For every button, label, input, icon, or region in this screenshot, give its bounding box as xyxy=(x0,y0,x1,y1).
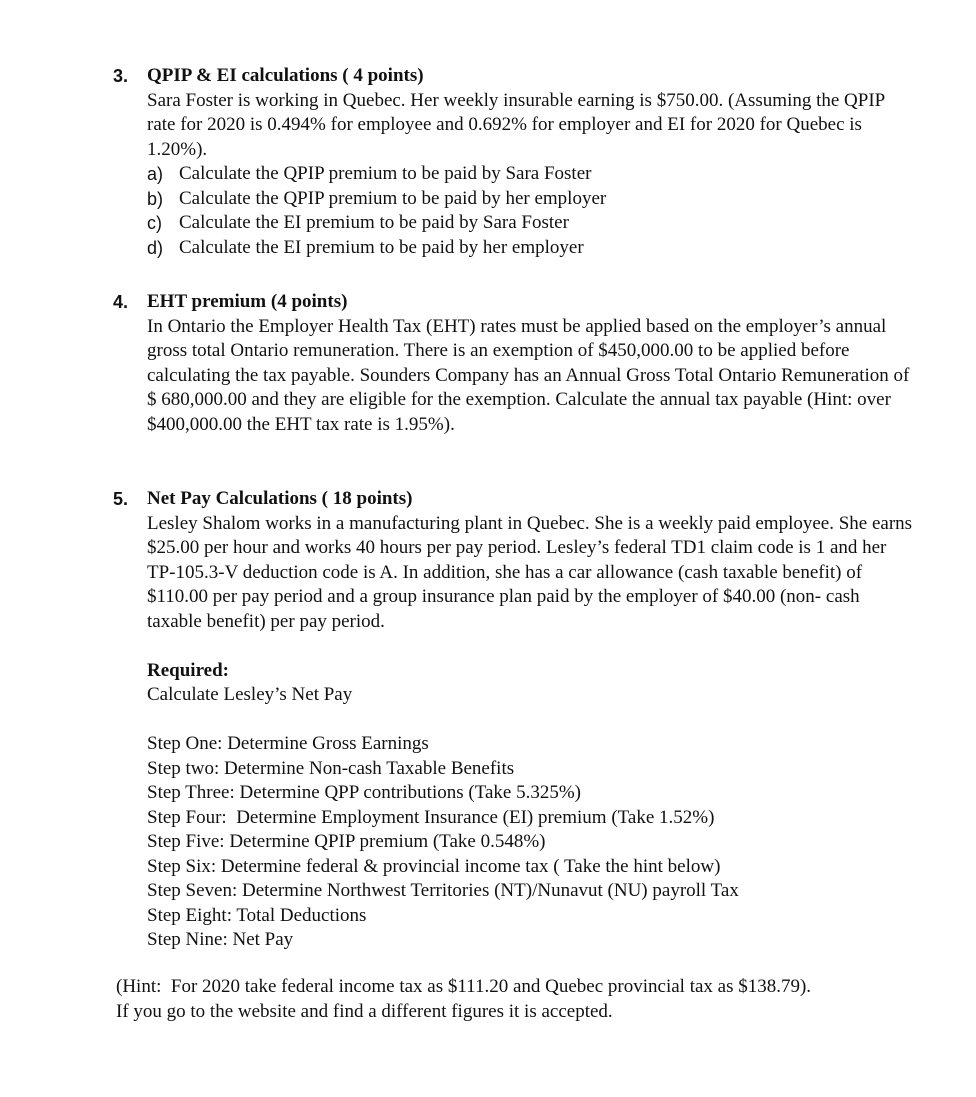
hint-line-1: (Hint: For 2020 take federal income tax as $111.20 and Quebec provincial tax as $138.79). xyxy=(116,976,812,997)
question-5-heading xyxy=(113,487,913,512)
step-item: Step Three: Determine QPP contributions (Take 5.325%) xyxy=(147,782,581,803)
list-item-text: Calculate the EI premium to be paid by Sara Foster xyxy=(179,212,569,233)
list-item-letter: b) xyxy=(147,188,164,209)
question-3-heading xyxy=(113,64,913,89)
list-item-letter: c) xyxy=(147,213,162,233)
question-5-body: Lesley Shalom works in a manufacturing plant in Quebec. She is a weekly paid employee. She earns $25.00 per hour and works 40 hours per pay period. Lesley’s federal TD1 claim code is 1 and her TP-105.3-V deduction code is A. In addition, she has a car allowance (cash taxable benefit) of $110.00 per pay period and a group insurance plan paid by the employer of $40.00 (non- cash taxable benefit) per pay period. xyxy=(147,512,913,632)
step-item: Step Six: Determine federal & provincial income tax ( Take the hint below) xyxy=(147,855,721,877)
list-item xyxy=(113,162,913,187)
list-item-text: Calculate the QPIP premium to be paid by Sara Foster xyxy=(179,163,592,184)
step-item: Step Five: Determine QPIP premium (Take 0.548%) xyxy=(147,831,546,852)
question-4-body: In Ontario the Employer Health Tax (EHT) rates must be applied based on the employer’s annual gross total Ontario remuneration. There is an exemption of $450,000.00 to be applied before calculating the tax payable. Sounders Company has an Annual Gross Total Ontario Remuneration of $ 680,000.00 and they are eligible for the exemption. Calculate the annual tax payable (Hint: over $400,000.00 the EHT tax rate is 1.95%). xyxy=(147,315,910,435)
list-item-letter: d) xyxy=(147,237,164,258)
hint-note xyxy=(116,975,916,1024)
question-number: 3. xyxy=(113,66,129,86)
question-title: Net Pay Calculations ( 18 points) xyxy=(147,488,413,509)
required-text: Calculate Lesley’s Net Pay xyxy=(147,684,353,705)
list-item xyxy=(113,187,913,212)
question-title: QPIP & EI calculations ( 4 points) xyxy=(147,65,424,86)
step-item: Step Four: Determine Employment Insurance (EI) premium (Take 1.52%) xyxy=(147,806,715,828)
hint-line-2: If you go to the website and find a different figures it is accepted. xyxy=(116,1000,613,1022)
required-label: Required: xyxy=(147,659,229,681)
list-item xyxy=(113,211,913,236)
list-item-letter: a) xyxy=(147,164,164,184)
question-3-body: Sara Foster is working in Quebec. Her weekly insurable earning is $750.00. (Assuming the QPIP rate for 2020 is 0.494% for employee and 0.692% for employer and EI for 2020 for Quebec is 1.20%). xyxy=(147,89,885,160)
list-item-text: Calculate the EI premium to be paid by her employer xyxy=(179,236,584,258)
step-item: Step Eight: Total Deductions xyxy=(147,904,367,926)
question-title: EHT premium (4 points) xyxy=(147,291,348,312)
list-item-text: Calculate the QPIP premium to be paid by her employer xyxy=(179,187,607,209)
step-item: Step two: Determine Non-cash Taxable Benefits xyxy=(147,757,515,779)
step-item: Step Seven: Determine Northwest Territories (NT)/Nunavut (NU) payroll Tax xyxy=(147,880,739,901)
question-3 xyxy=(113,64,913,260)
question-number: 4. xyxy=(113,292,129,312)
question-4-heading xyxy=(113,290,913,315)
question-5 xyxy=(113,487,913,953)
list-item xyxy=(113,236,913,261)
question-4 xyxy=(113,290,913,437)
question-number: 5. xyxy=(113,489,129,509)
step-item: Step One: Determine Gross Earnings xyxy=(147,733,429,754)
step-item: Step Nine: Net Pay xyxy=(147,929,294,950)
